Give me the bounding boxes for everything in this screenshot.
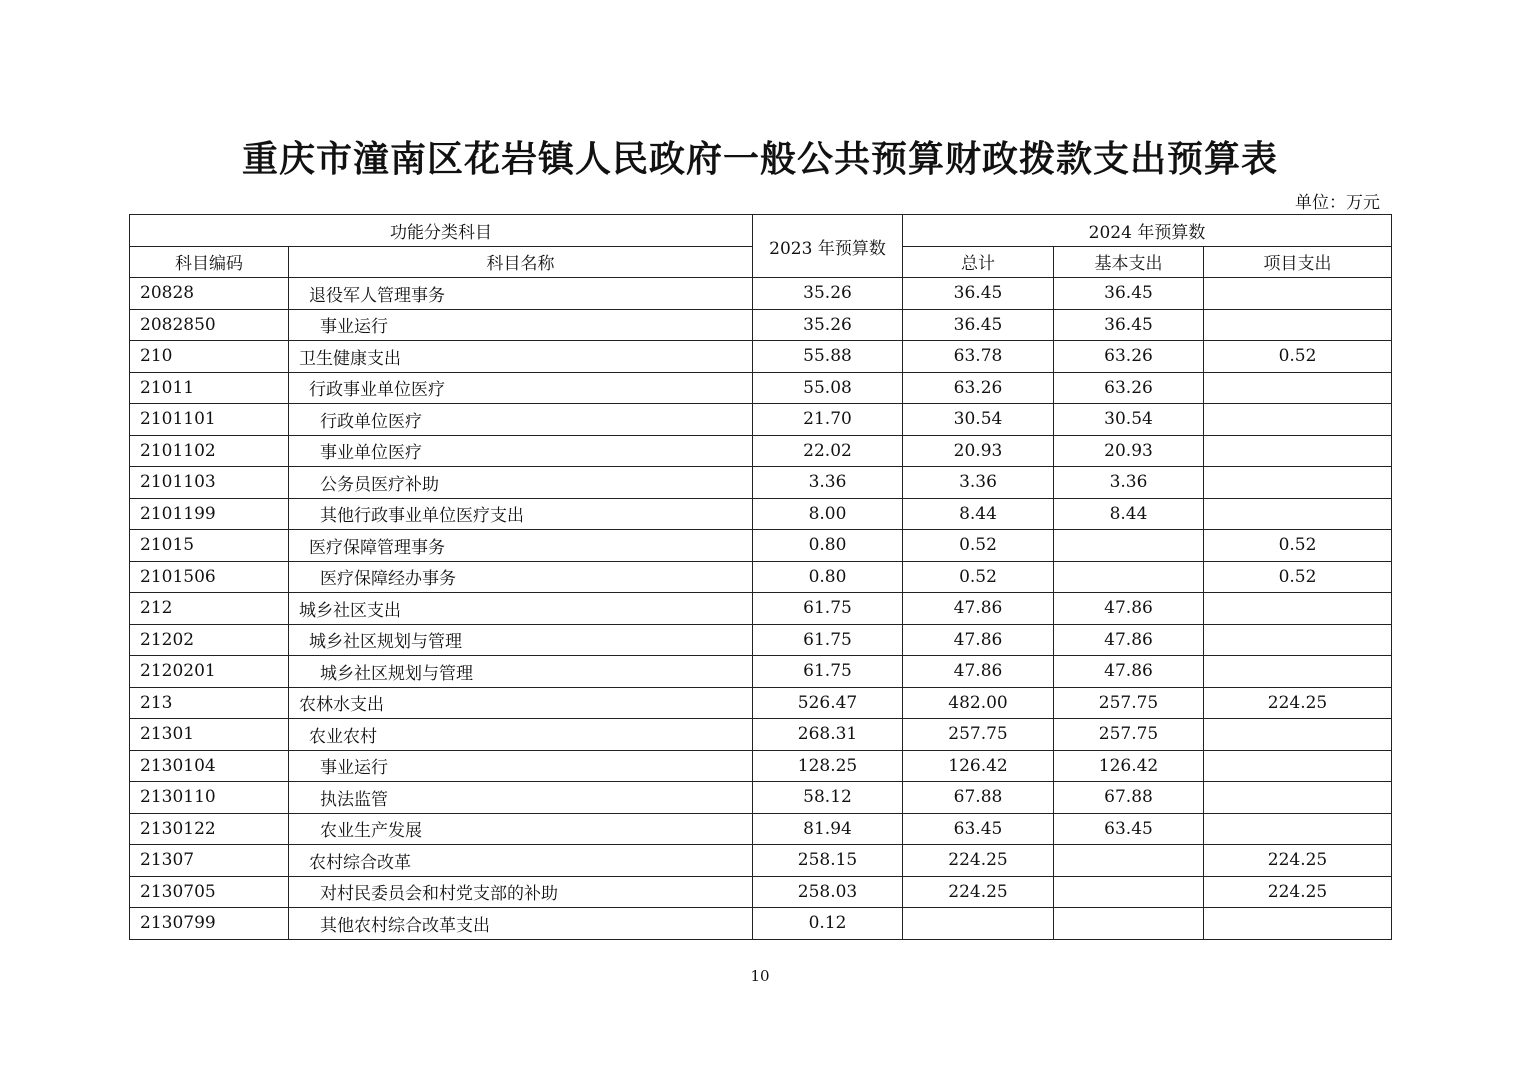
page-number: 10 bbox=[750, 967, 770, 985]
name-cell: 执法监管 bbox=[289, 782, 753, 814]
code-cell: 21301 bbox=[130, 719, 289, 751]
name-cell: 农业农村 bbox=[289, 719, 753, 751]
budget-2023-cell: 128.25 bbox=[753, 750, 903, 782]
page-title: 重庆市潼南区花岩镇人民政府一般公共预算财政拨款支出预算表 bbox=[241, 138, 1278, 180]
budget-2023-cell: 0.80 bbox=[753, 561, 903, 593]
name-cell: 其他农村综合改革支出 bbox=[289, 908, 753, 940]
budget-2023-cell: 8.00 bbox=[753, 498, 903, 530]
name-cell: 医疗保障管理事务 bbox=[289, 530, 753, 562]
code-header: 科目编码 bbox=[130, 246, 289, 278]
code-cell: 213 bbox=[130, 687, 289, 719]
budget-2023-cell: 55.08 bbox=[753, 372, 903, 404]
total-cell: 47.86 bbox=[903, 624, 1054, 656]
project-cell bbox=[1204, 278, 1392, 310]
table-row bbox=[130, 845, 1392, 877]
project-cell: 0.52 bbox=[1204, 561, 1392, 593]
name-cell: 城乡社区规划与管理 bbox=[289, 656, 753, 688]
code-cell: 2082850 bbox=[130, 309, 289, 341]
table-row bbox=[130, 372, 1392, 404]
name-cell: 公务员医疗补助 bbox=[289, 467, 753, 499]
table-row bbox=[130, 498, 1392, 530]
basic-cell: 8.44 bbox=[1054, 498, 1204, 530]
project-cell bbox=[1204, 498, 1392, 530]
name-cell: 对村民委员会和村党支部的补助 bbox=[289, 876, 753, 908]
code-cell: 21011 bbox=[130, 372, 289, 404]
name-cell: 卫生健康支出 bbox=[289, 341, 753, 373]
basic-cell: 67.88 bbox=[1054, 782, 1204, 814]
project-cell bbox=[1204, 782, 1392, 814]
code-cell: 21015 bbox=[130, 530, 289, 562]
budget-2023-cell: 268.31 bbox=[753, 719, 903, 751]
total-cell: 67.88 bbox=[903, 782, 1054, 814]
group-2024-header: 2024 年预算数 bbox=[903, 215, 1392, 247]
basic-cell bbox=[1054, 845, 1204, 877]
name-cell: 城乡社区规划与管理 bbox=[289, 624, 753, 656]
project-cell bbox=[1204, 435, 1392, 467]
total-cell: 36.45 bbox=[903, 309, 1054, 341]
total-cell bbox=[903, 908, 1054, 940]
table-row bbox=[130, 309, 1392, 341]
total-cell: 224.25 bbox=[903, 876, 1054, 908]
table-row bbox=[130, 561, 1392, 593]
total-cell: 36.45 bbox=[903, 278, 1054, 310]
total-cell: 8.44 bbox=[903, 498, 1054, 530]
basic-cell: 63.26 bbox=[1054, 341, 1204, 373]
table-row bbox=[130, 435, 1392, 467]
code-cell: 20828 bbox=[130, 278, 289, 310]
basic-cell: 36.45 bbox=[1054, 309, 1204, 341]
project-cell bbox=[1204, 750, 1392, 782]
project-cell bbox=[1204, 813, 1392, 845]
basic-cell: 63.45 bbox=[1054, 813, 1204, 845]
code-cell: 2101506 bbox=[130, 561, 289, 593]
name-cell: 其他行政事业单位医疗支出 bbox=[289, 498, 753, 530]
project-cell bbox=[1204, 372, 1392, 404]
code-cell: 2120201 bbox=[130, 656, 289, 688]
code-cell: 2130705 bbox=[130, 876, 289, 908]
project-cell: 224.25 bbox=[1204, 845, 1392, 877]
total-cell: 47.86 bbox=[903, 593, 1054, 625]
budget-2023-cell: 61.75 bbox=[753, 656, 903, 688]
name-cell: 医疗保障经办事务 bbox=[289, 561, 753, 593]
project-cell bbox=[1204, 656, 1392, 688]
table-row bbox=[130, 530, 1392, 562]
basic-header: 基本支出 bbox=[1054, 246, 1204, 278]
budget-2023-cell: 258.03 bbox=[753, 876, 903, 908]
code-cell: 2101102 bbox=[130, 435, 289, 467]
unit-label: 单位：万元 bbox=[1295, 193, 1380, 213]
code-cell: 2130122 bbox=[130, 813, 289, 845]
project-cell: 224.25 bbox=[1204, 876, 1392, 908]
budget-2023-cell: 21.70 bbox=[753, 404, 903, 436]
basic-cell bbox=[1054, 908, 1204, 940]
basic-cell: 47.86 bbox=[1054, 593, 1204, 625]
total-cell: 3.36 bbox=[903, 467, 1054, 499]
total-cell: 47.86 bbox=[903, 656, 1054, 688]
budget-2023-cell: 55.88 bbox=[753, 341, 903, 373]
name-cell: 城乡社区支出 bbox=[289, 593, 753, 625]
code-cell: 212 bbox=[130, 593, 289, 625]
table-row bbox=[130, 876, 1392, 908]
total-cell: 63.26 bbox=[903, 372, 1054, 404]
name-cell: 退役军人管理事务 bbox=[289, 278, 753, 310]
basic-cell: 30.54 bbox=[1054, 404, 1204, 436]
functional-group-header: 功能分类科目 bbox=[130, 215, 753, 247]
total-cell: 63.78 bbox=[903, 341, 1054, 373]
code-cell: 2101103 bbox=[130, 467, 289, 499]
code-cell: 210 bbox=[130, 341, 289, 373]
basic-cell: 63.26 bbox=[1054, 372, 1204, 404]
budget-2023-cell: 35.26 bbox=[753, 309, 903, 341]
code-cell: 21307 bbox=[130, 845, 289, 877]
code-cell: 2130110 bbox=[130, 782, 289, 814]
project-cell: 0.52 bbox=[1204, 341, 1392, 373]
total-cell: 0.52 bbox=[903, 530, 1054, 562]
name-header: 科目名称 bbox=[289, 246, 753, 278]
basic-cell: 126.42 bbox=[1054, 750, 1204, 782]
budget-2023-cell: 526.47 bbox=[753, 687, 903, 719]
basic-cell: 3.36 bbox=[1054, 467, 1204, 499]
name-cell: 事业运行 bbox=[289, 309, 753, 341]
table-row bbox=[130, 813, 1392, 845]
total-cell: 30.54 bbox=[903, 404, 1054, 436]
table-body bbox=[130, 278, 1392, 940]
basic-cell: 20.93 bbox=[1054, 435, 1204, 467]
total-cell: 0.52 bbox=[903, 561, 1054, 593]
name-cell: 事业运行 bbox=[289, 750, 753, 782]
table-row bbox=[130, 782, 1392, 814]
name-cell: 事业单位医疗 bbox=[289, 435, 753, 467]
project-cell: 0.52 bbox=[1204, 530, 1392, 562]
table-row bbox=[130, 750, 1392, 782]
table-row bbox=[130, 278, 1392, 310]
project-header: 项目支出 bbox=[1204, 246, 1392, 278]
basic-cell: 257.75 bbox=[1054, 687, 1204, 719]
total-cell: 63.45 bbox=[903, 813, 1054, 845]
project-cell: 224.25 bbox=[1204, 687, 1392, 719]
code-cell: 2101101 bbox=[130, 404, 289, 436]
basic-cell bbox=[1054, 876, 1204, 908]
code-cell: 2130799 bbox=[130, 908, 289, 940]
table-row bbox=[130, 687, 1392, 719]
budget-2023-cell: 35.26 bbox=[753, 278, 903, 310]
name-cell: 行政事业单位医疗 bbox=[289, 372, 753, 404]
table-row bbox=[130, 467, 1392, 499]
name-cell: 农业生产发展 bbox=[289, 813, 753, 845]
table-row bbox=[130, 593, 1392, 625]
name-cell: 农林水支出 bbox=[289, 687, 753, 719]
table-header bbox=[130, 215, 1392, 278]
total-cell: 224.25 bbox=[903, 845, 1054, 877]
code-cell: 2130104 bbox=[130, 750, 289, 782]
project-cell bbox=[1204, 908, 1392, 940]
code-cell: 2101199 bbox=[130, 498, 289, 530]
budget-2023-cell: 0.80 bbox=[753, 530, 903, 562]
budget-2023-cell: 22.02 bbox=[753, 435, 903, 467]
budget-2023-cell: 61.75 bbox=[753, 624, 903, 656]
budget-2023-cell: 61.75 bbox=[753, 593, 903, 625]
basic-cell: 257.75 bbox=[1054, 719, 1204, 751]
total-header: 总计 bbox=[903, 246, 1054, 278]
table-row bbox=[130, 341, 1392, 373]
budget-2023-cell: 258.15 bbox=[753, 845, 903, 877]
project-cell bbox=[1204, 719, 1392, 751]
project-cell bbox=[1204, 309, 1392, 341]
table-row bbox=[130, 656, 1392, 688]
name-cell: 行政单位医疗 bbox=[289, 404, 753, 436]
total-cell: 257.75 bbox=[903, 719, 1054, 751]
budget-2023-cell: 3.36 bbox=[753, 467, 903, 499]
project-cell bbox=[1204, 593, 1392, 625]
basic-cell: 36.45 bbox=[1054, 278, 1204, 310]
basic-cell bbox=[1054, 561, 1204, 593]
basic-cell: 47.86 bbox=[1054, 624, 1204, 656]
basic-cell: 47.86 bbox=[1054, 656, 1204, 688]
project-cell bbox=[1204, 624, 1392, 656]
budget-table bbox=[129, 214, 1392, 940]
budget-2023-cell: 58.12 bbox=[753, 782, 903, 814]
total-cell: 482.00 bbox=[903, 687, 1054, 719]
table-row bbox=[130, 624, 1392, 656]
project-cell bbox=[1204, 404, 1392, 436]
name-cell: 农村综合改革 bbox=[289, 845, 753, 877]
table-row bbox=[130, 719, 1392, 751]
col-2023-header: 2023 年预算数 bbox=[753, 215, 903, 278]
total-cell: 126.42 bbox=[903, 750, 1054, 782]
table-row bbox=[130, 404, 1392, 436]
total-cell: 20.93 bbox=[903, 435, 1054, 467]
table-row bbox=[130, 908, 1392, 940]
budget-2023-cell: 0.12 bbox=[753, 908, 903, 940]
code-cell: 21202 bbox=[130, 624, 289, 656]
budget-2023-cell: 81.94 bbox=[753, 813, 903, 845]
project-cell bbox=[1204, 467, 1392, 499]
basic-cell bbox=[1054, 530, 1204, 562]
